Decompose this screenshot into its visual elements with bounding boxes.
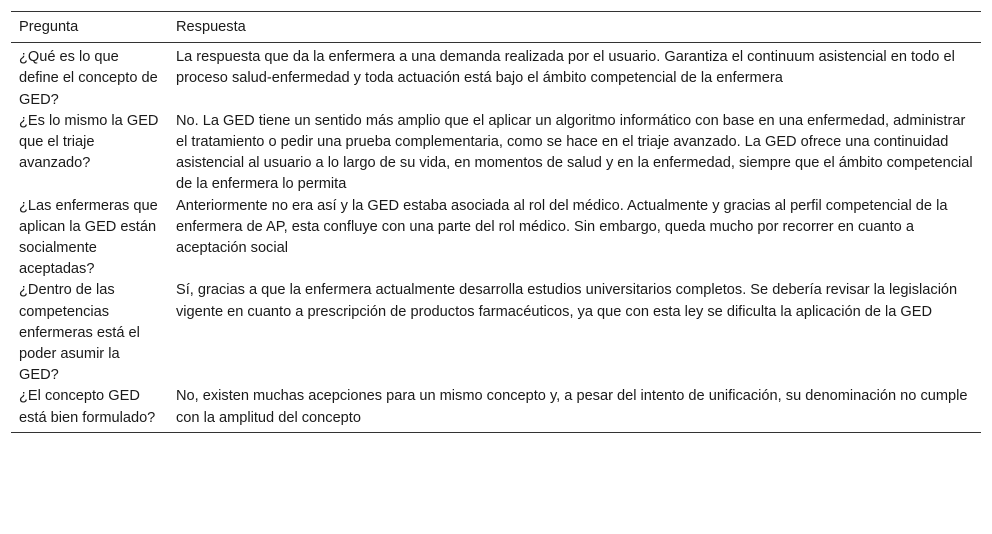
header-question: Pregunta xyxy=(11,12,168,43)
question-cell: ¿Qué es lo que define el concepto de GED? xyxy=(19,49,158,108)
answer-cell: Anteriormente no era así y la GED estaba asociada al rol del médico. Actualmente y gracias al perfil competencial de la enfermera de AP, esta confluye con una parte del rol médico. Sin embargo, queda mucho por recorrer en cuanto a aceptación social xyxy=(176,197,948,257)
qa-table-container xyxy=(11,11,981,433)
question-cell: ¿Las enfermeras que aplican la GED están socialmente aceptadas? xyxy=(19,197,158,278)
header-answer: Respuesta xyxy=(168,12,981,43)
table-row xyxy=(11,43,981,111)
qa-table xyxy=(11,11,981,433)
question-cell: ¿Dentro de las competencias enfermeras está el poder asumir la GED? xyxy=(19,282,140,384)
answer-cell: No. La GED tiene un sentido más amplio que el aplicar un algoritmo informático con base en una enfermedad, administrar el tratamiento o pedir una prueba complementaria, como se hace en el triaje avanzado. La GED ofrece una continuidad asistencial al usuario a lo largo de su vida, en momentos de salud y en la enfermedad, siempre que el ámbito competencial de la enfermera lo permita xyxy=(176,112,973,193)
table-body xyxy=(11,43,981,433)
question-cell: ¿El concepto GED está bien formulado? xyxy=(11,386,168,432)
table-row xyxy=(11,111,981,196)
answer-cell: No, existen muchas acepciones para un mismo concepto y, a pesar del intento de unificación, su denominación no cumple con la amplitud del concepto xyxy=(168,386,981,432)
question-cell: ¿Es lo mismo la GED que el triaje avanzado? xyxy=(19,112,159,172)
answer-cell: La respuesta que da la enfermera a una demanda realizada por el usuario. Garantiza el continuum asistencial en todo el proceso salud-enfermedad y toda actuación está bajo el ámbito competencial de la enfermera xyxy=(176,49,955,87)
table-header xyxy=(11,12,981,43)
table-row xyxy=(11,386,981,432)
table-row xyxy=(11,196,981,281)
table-row xyxy=(11,280,981,386)
header-row xyxy=(11,12,981,43)
answer-cell: Sí, gracias a que la enfermera actualmente desarrolla estudios universitarios completos. Se debería revisar la legislación vigente en cuanto a prescripción de productos farmacéuticos, ya que con esta ley se dificulta la aplicación de la GED xyxy=(176,282,958,320)
